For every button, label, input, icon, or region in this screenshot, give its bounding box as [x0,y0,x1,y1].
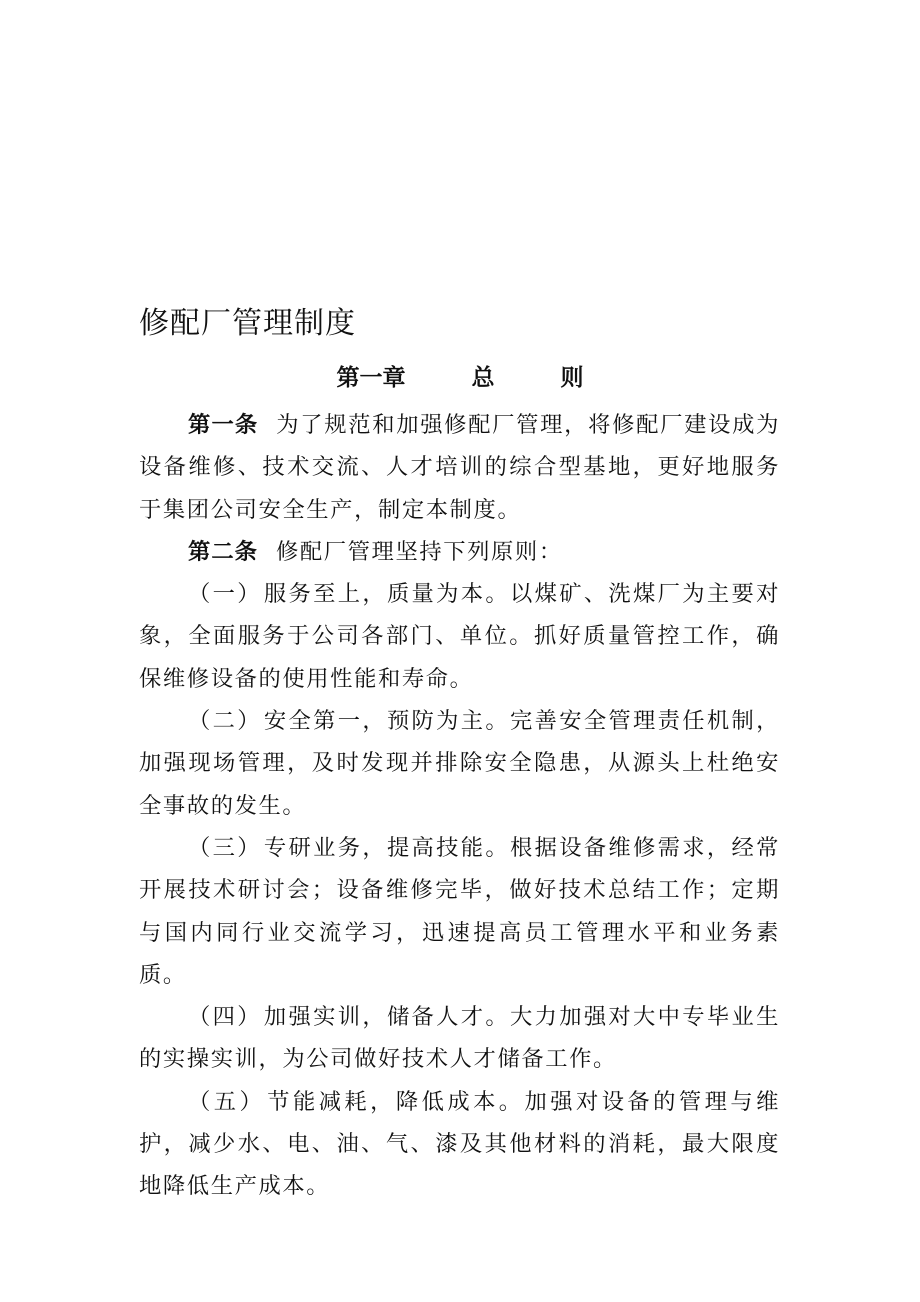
article-1-text: 为了规范和加强修配厂管理，将修配厂建设成为设备维修、技术交流、人才培训的综合型基地，更好地服务于集团公司安全生产，制定本制度。 [139,412,780,523]
principle-2 [139,700,780,827]
principle-5 [139,1081,780,1208]
principle-4-text: 加强实训，储备人才。大力加强对大中专毕业生的实操实训，为公司做好技术人才储备工作。 [139,1004,780,1073]
principle-1 [139,573,780,700]
chapter-heading: 第一章 总 则 [336,365,584,391]
principle-4-label: （四） [188,1004,262,1031]
principle-4 [139,996,780,1081]
principle-2-label: （二） [188,708,262,735]
document-title: 修配厂管理制度 [139,306,356,341]
article-1 [139,404,780,531]
principle-5-label: （五） [188,1088,266,1115]
principle-2-text: 安全第一，预防为主。完善安全管理责任机制，加强现场管理，及时发现并排除安全隐患，从源头上杜绝安全事故的发生。 [139,708,780,819]
principle-1-label: （一） [188,581,262,608]
principle-3-text: 专研业务，提高技能。根据设备维修需求，经常开展技术研讨会；设备维修完毕，做好技术总结工作；定期与国内同行业交流学习，迅速提高员工管理水平和业务素质。 [139,834,780,988]
document-body [139,404,780,1208]
article-2-text: 修配厂管理坚持下列原则： [275,538,563,565]
article-2 [139,531,780,573]
article-2-label: 第二条 [188,538,258,565]
principle-3-label: （三） [188,834,262,861]
article-1-label: 第一条 [188,412,259,438]
principle-3 [139,827,780,996]
principle-1-text: 服务至上，质量为本。以煤矿、洗煤厂为主要对象，全面服务于公司各部门、单位。抓好质量管控工作，确保维修设备的使用性能和寿命。 [139,581,780,692]
principle-5-text: 节能减耗，降低成本。加强对设备的管理与维护，减少水、电、油、气、漆及其他材料的消耗，最大限度地降低生产成本。 [139,1088,780,1200]
